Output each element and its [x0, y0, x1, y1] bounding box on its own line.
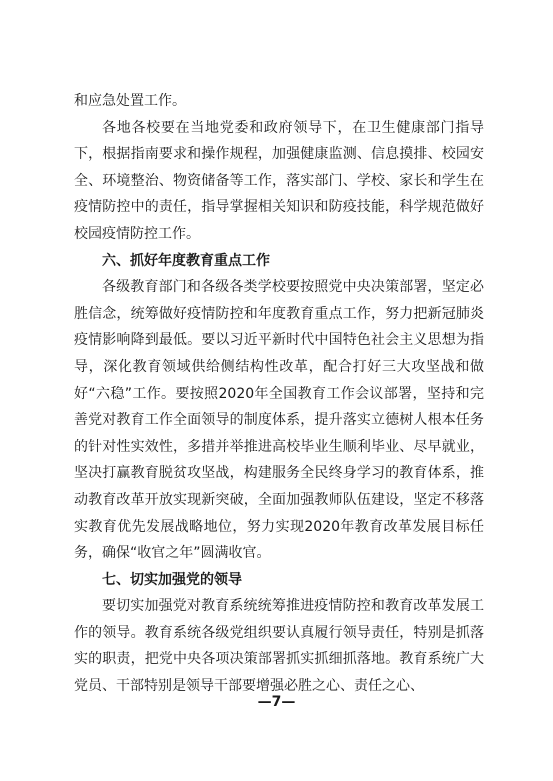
paragraph-continued: 和应急处置工作。 — [74, 93, 186, 109]
paragraph-annual-priorities: 各级教育部门和各级各类学校要按照党中央决策部署，坚定必胜信念，统筹做好疫情防控和年度教育重点工作，努力把新冠肺炎疫情影响降到最低。要以习近平新时代中国特色社会主义思想为指导，深化教育领域供给侧结构性改革，配合打好三大攻坚战和做好“六稳”工作。要按照2020年全国教育工作会议部署，坚持和完善党对教育工作全面领导的制度体系，提升落实立德树人根本任务的针对性实效性，多措并举推进高校毕业生顺利毕业、尽早就业，坚决打赢教育脱贫攻坚战，构建服务全民终身学习的教育体系，推动教育改革开放实现新突破，全面加强教师队伍建设，坚定不移落实教育优先发展战略地位，努力实现2020年教育改革发展目标任务，确保“收官之年”圆满收官。 — [74, 279, 484, 562]
paragraph-campus-prevention: 各地各校要在当地党委和政府领导下，在卫生健康部门指导下，根据指南要求和操作规程，加强健康监测、信息摸排、校园安全、环境整治、物资储备等工作，落实部门、学校、家长和学生在疫情防控中的责任，指导掌握相关知识和防疫技能，科学规范做好校园疫情防控工作。 — [74, 119, 484, 242]
section-heading-6: 六、抓好年度教育重点工作 — [102, 252, 270, 269]
document-body — [74, 88, 484, 700]
page-number: —7— — [257, 694, 296, 710]
section-heading-7: 七、切实加强党的领导 — [102, 571, 242, 588]
paragraph-party-leadership: 要切实加强党对教育系统统筹推进疫情防控和教育改革发展工作的领导。教育系统各级党组织要认真履行领导责任，特别是抓落实的职责，把党中央各项决策部署抓实抓细抓落地。教育系统广大党员、干部特别是领导干部要增强必胜之心、责任之心、 — [74, 598, 484, 695]
